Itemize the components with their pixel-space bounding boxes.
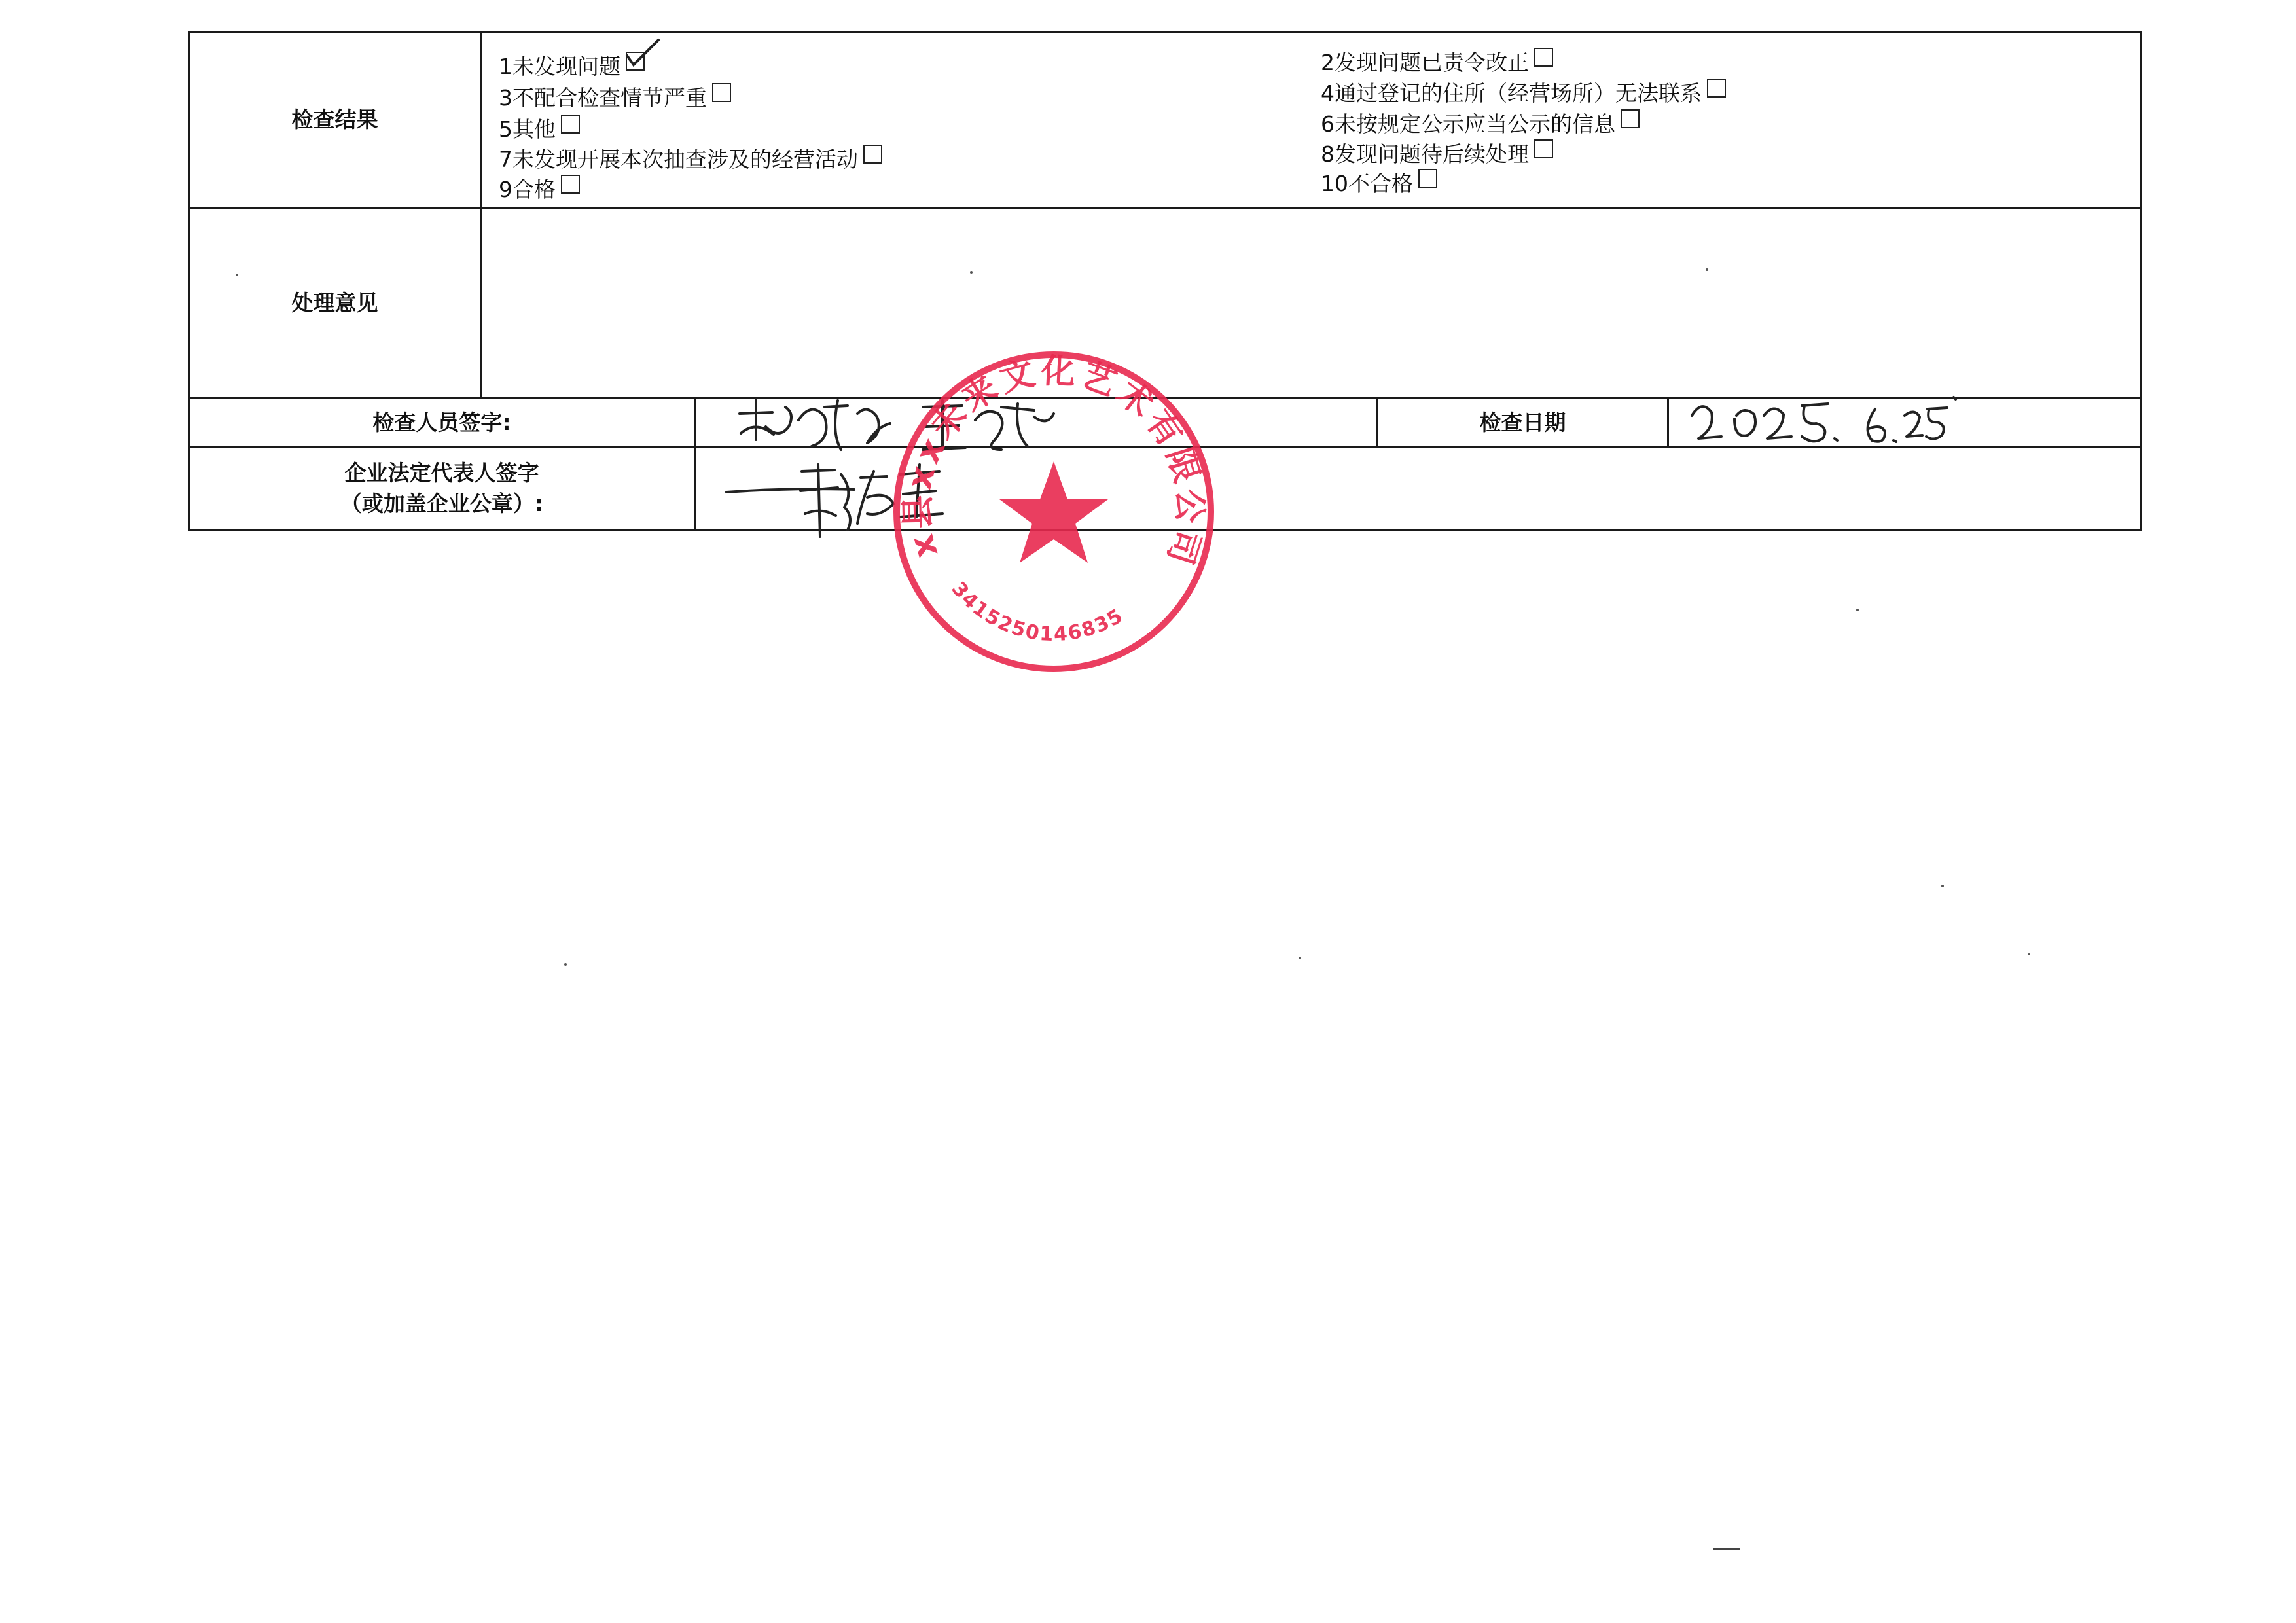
option-7 xyxy=(499,143,882,173)
option-10-checkbox[interactable] xyxy=(1418,169,1437,188)
scan-speck xyxy=(1706,268,1708,271)
opinion-field[interactable] xyxy=(484,213,2137,395)
label-column-divider xyxy=(480,31,482,399)
option-4-label: 4通过登记的住所（经营场所）无法联系 xyxy=(1321,80,1702,106)
checkmark-icon xyxy=(624,36,664,69)
option-3-label: 3不配合检查情节严重 xyxy=(499,85,707,111)
option-10-label: 10不合格 xyxy=(1321,171,1413,196)
scan-speck xyxy=(236,274,238,276)
company-seal-stamp xyxy=(890,347,1217,681)
table-right-border xyxy=(2140,31,2142,531)
option-7-checkbox[interactable] xyxy=(863,145,882,164)
option-5-label: 5其他 xyxy=(499,116,556,142)
option-7-label: 7未发现开展本次抽查涉及的经营活动 xyxy=(499,147,858,172)
option-9-checkbox[interactable] xyxy=(561,175,580,194)
opinion-label: 处理意见 xyxy=(291,290,378,316)
option-1 xyxy=(499,50,645,80)
option-8 xyxy=(1321,137,1553,168)
option-2-label: 2发现问题已责令改正 xyxy=(1321,50,1529,75)
option-2-checkbox[interactable] xyxy=(1534,48,1553,67)
scan-speck xyxy=(970,271,973,274)
option-3 xyxy=(499,81,731,112)
signature-column-divider xyxy=(694,397,696,531)
option-4 xyxy=(1321,77,1726,107)
inspector-signature-label: 检查人员签字: xyxy=(372,409,511,435)
inspection-date-handwriting xyxy=(1685,389,1960,452)
scan-speck xyxy=(1299,957,1301,959)
scan-speck xyxy=(1856,609,1859,611)
option-1-checkbox[interactable] xyxy=(626,52,645,71)
legal-rep-label-line2: （或加盖企业公章）: xyxy=(340,490,544,516)
option-1-label: 1未发现问题 xyxy=(499,54,620,79)
option-5-checkbox[interactable] xyxy=(561,115,580,134)
option-6-checkbox[interactable] xyxy=(1621,109,1640,128)
seal-registration-number: 3415250146835 xyxy=(946,577,1128,647)
option-8-label: 8发现问题待后续处理 xyxy=(1321,141,1529,167)
scan-speck xyxy=(2028,953,2030,955)
star-icon xyxy=(999,461,1108,563)
option-4-checkbox[interactable] xyxy=(1707,79,1726,98)
option-9-label: 9合格 xyxy=(499,177,556,202)
option-5 xyxy=(499,113,580,143)
svg-text:3415250146835 xyxy=(947,578,1128,647)
scan-speck xyxy=(564,963,567,966)
option-6 xyxy=(1321,107,1640,138)
option-3-checkbox[interactable] xyxy=(712,83,731,102)
result-label: 检查结果 xyxy=(291,107,378,133)
legal-rep-label-line1: 企业法定代表人签字 xyxy=(344,460,539,486)
option-6-label: 6未按规定公示应当公示的信息 xyxy=(1321,111,1615,137)
inspection-date-label: 检查日期 xyxy=(1479,409,1566,435)
scan-mark xyxy=(1713,1548,1740,1550)
scan-speck xyxy=(1941,885,1944,887)
option-9 xyxy=(499,173,580,204)
legal-rep-signature-label xyxy=(190,448,694,529)
option-10 xyxy=(1321,167,1437,198)
date-label-right-divider xyxy=(1667,397,1669,448)
seal-company-name: x县xx未来文化艺术有限公司 xyxy=(898,351,1210,573)
option-2 xyxy=(1321,46,1553,77)
option-8-checkbox[interactable] xyxy=(1534,139,1553,158)
